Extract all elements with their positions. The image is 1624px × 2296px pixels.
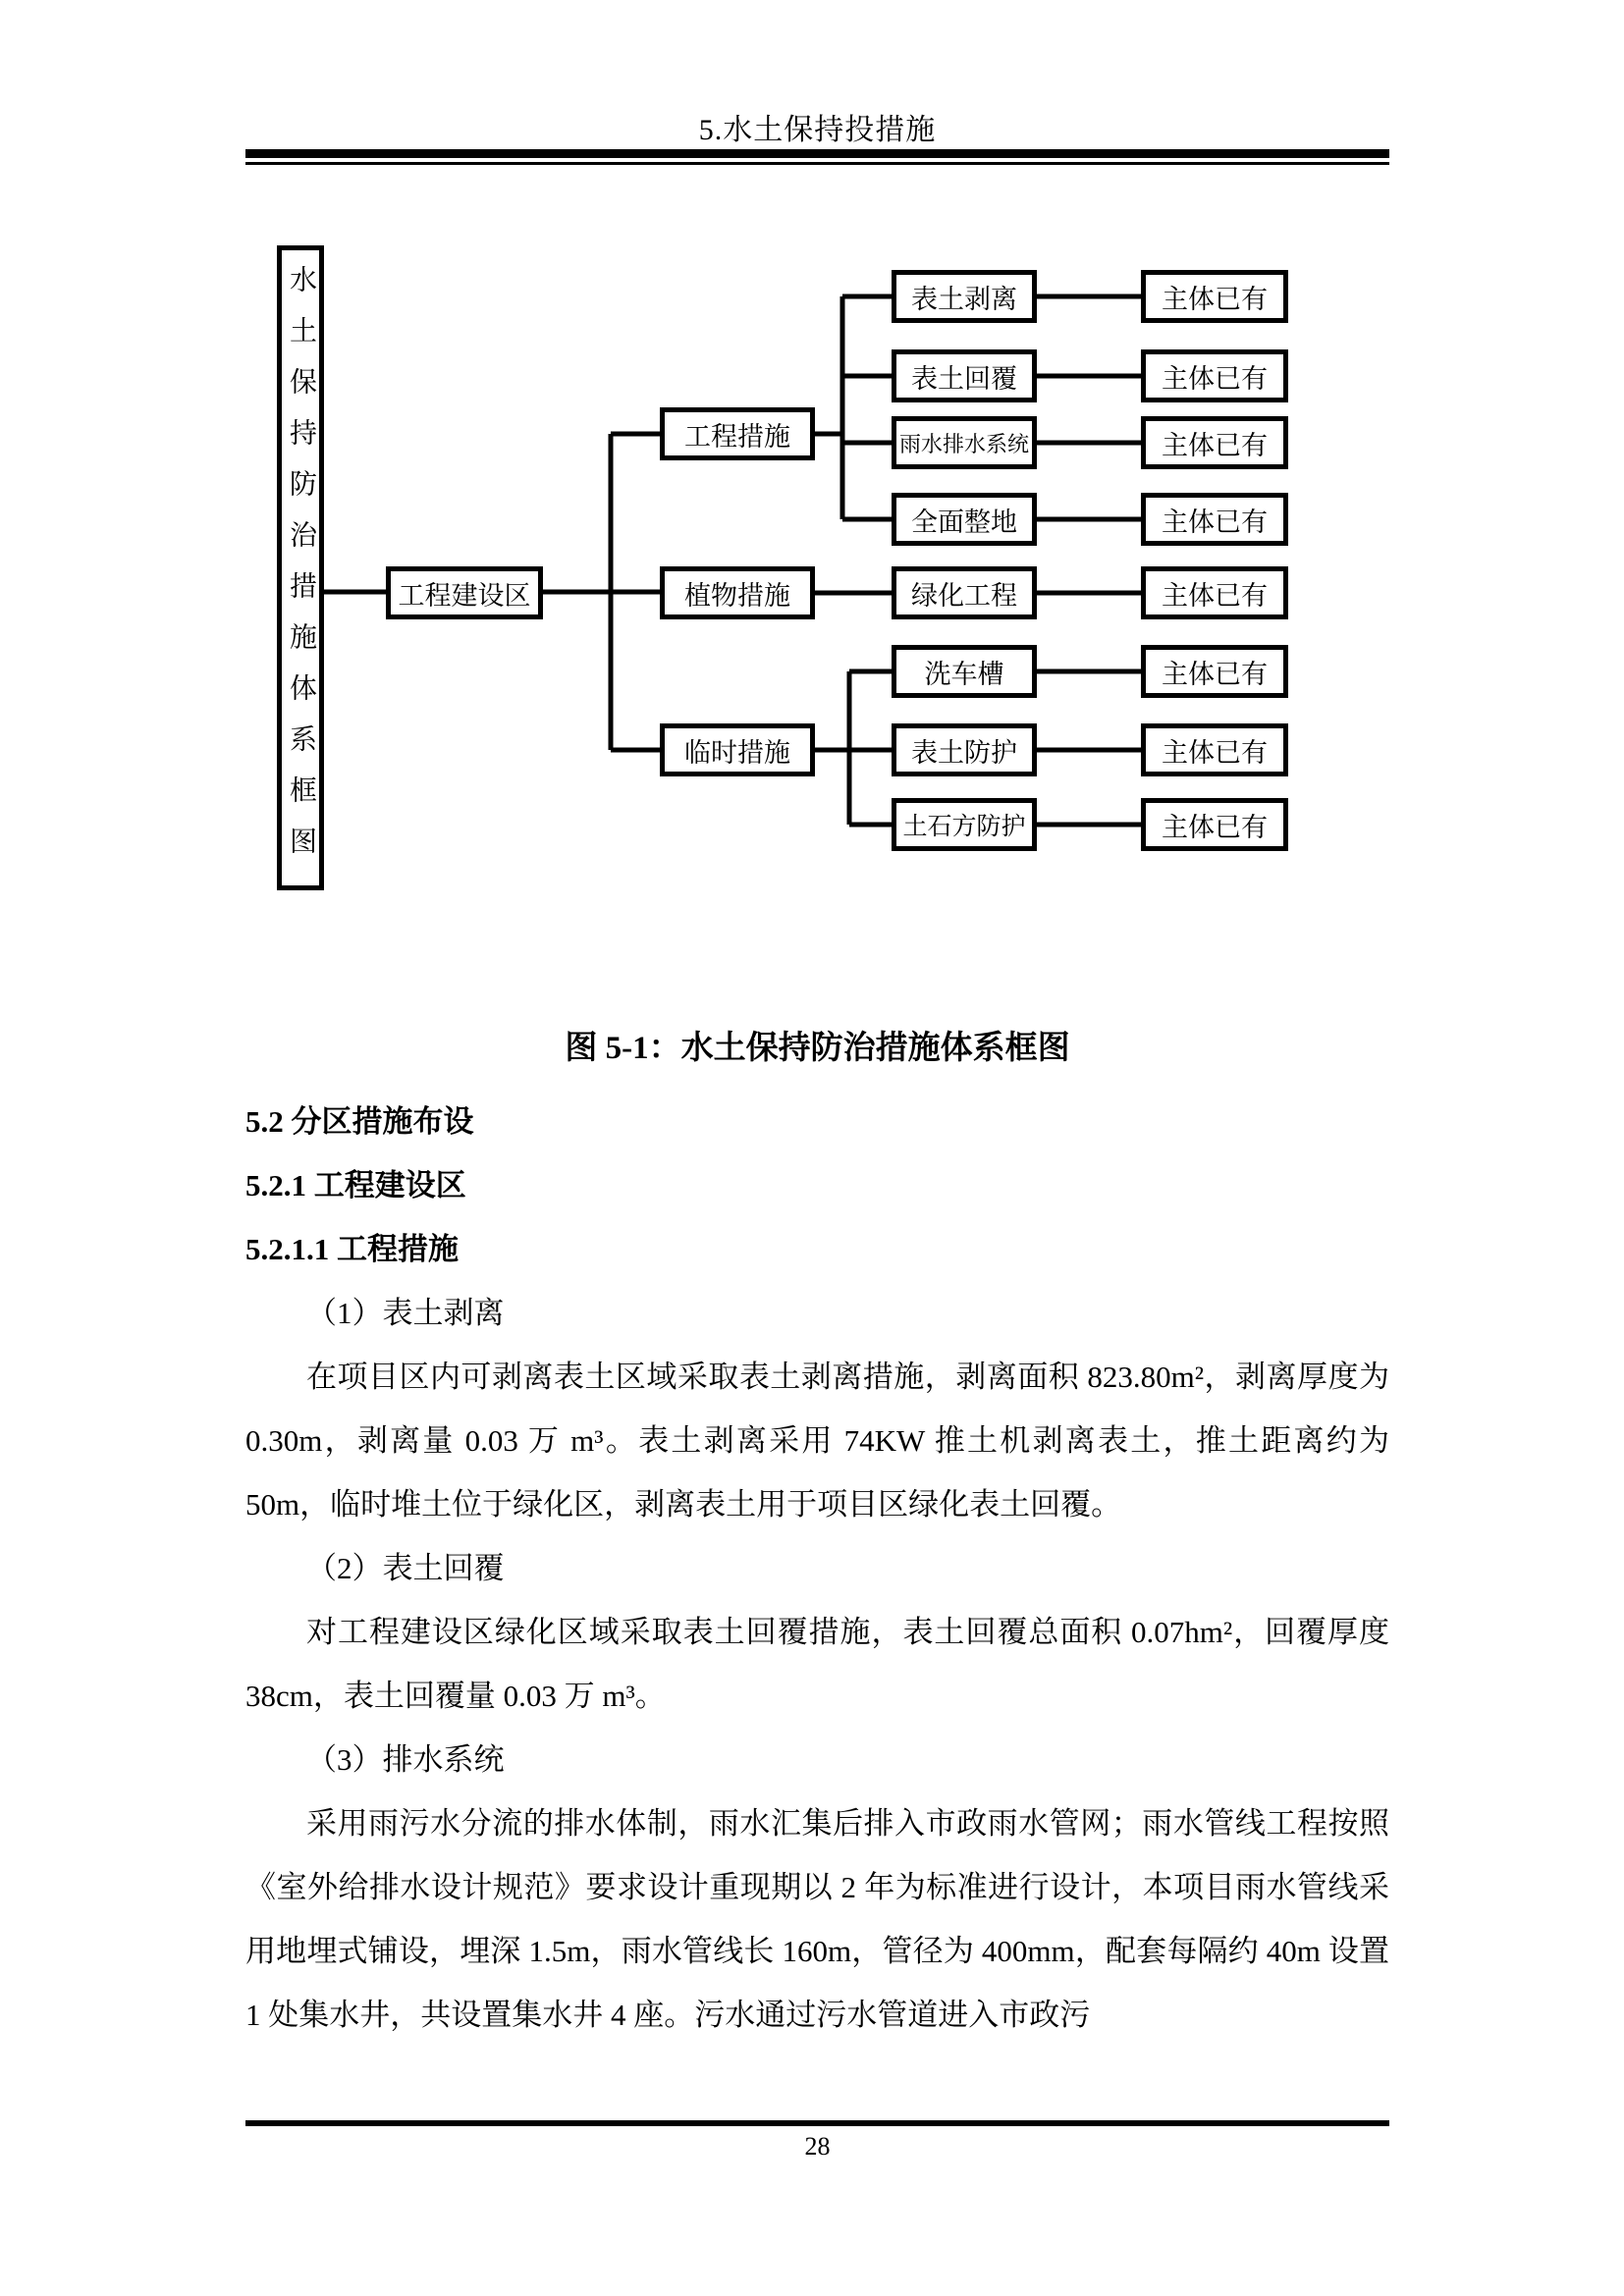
paragraph-item-1: （1）表土剥离 [306,1296,505,1330]
flowchart-status-box: 主体已有 [1141,798,1288,851]
paragraph-item-2: （2）表土回覆 [306,1551,505,1585]
flowchart-measure-box: 表土剥离 [892,270,1037,323]
heading-5-2-1-1: 5.2.1.1 工程措施 [245,1232,459,1266]
flowchart-category-box-temporary: 临时措施 [660,723,815,776]
flowchart-status-box: 主体已有 [1141,723,1288,776]
page-header-title: 5.水土保持投措施 [698,114,937,146]
figure-caption: 图 5-1：水土保持防治措施体系框图 [565,1031,1070,1066]
flowchart-measure-box: 雨水排水系统 [892,416,1037,469]
flowchart-measure-box: 表土防护 [892,723,1037,776]
flowchart-status-box: 主体已有 [1141,493,1288,546]
flowchart-status-box: 主体已有 [1141,566,1288,619]
flowchart-measure-box: 全面整地 [892,493,1037,546]
flowchart-root-box: 水土保持防治措施体系框图 [277,245,324,890]
flowchart-category-box-plant: 植物措施 [660,566,815,619]
flowchart-status-box: 主体已有 [1141,645,1288,698]
heading-5-2-1: 5.2.1 工程建设区 [245,1168,466,1202]
paragraph-item-3: （3）排水系统 [306,1742,505,1777]
page-number: 28 [804,2132,831,2161]
flowchart-category-box-engineering: 工程措施 [660,407,815,460]
flowchart-status-box: 主体已有 [1141,270,1288,323]
flowchart-measure-box: 表土回覆 [892,349,1037,402]
paragraph-topsoil-stripping: 在项目区内可剥离表土区域采取表土剥离措施，剥离面积 823.80m²，剥离厚度为 0.30m，剥离量 0.03 万 m³。表土剥离采用 74KW 推土机剥离表土，推土距离约为 50m，临时堆土位于绿化区，剥离表土用于项目区绿化表土回覆。 [245,1360,1389,1522]
flowchart-measure-box: 土石方防护 [892,798,1037,851]
paragraph-drainage: 采用雨污水分流的排水体制，雨水汇集后排入市政雨水管网；雨水管线工程按照《室外给排水设计规范》要求设计重现期以 2 年为标准进行设计，本项目雨水管线采用地埋式铺设，埋深 1.5m，雨水管线长 160m，管径为 400mm，配套每隔约 40m 设置 1 处集水井，共设置集水井 4 座。污水通过污水管道进入市政污 [245,1806,1389,2032]
flowchart-zone-box: 工程建设区 [386,566,543,619]
paragraph-topsoil-recover: 对工程建设区绿化区域采取表土回覆措施，表土回覆总面积 0.07hm²，回覆厚度 38cm，表土回覆量 0.03 万 m³。 [245,1615,1389,1713]
flowchart-measure-box: 洗车槽 [892,645,1037,698]
flowchart-status-box: 主体已有 [1141,416,1288,469]
flowchart-measure-box: 绿化工程 [892,566,1037,619]
heading-5-2: 5.2 分区措施布设 [245,1104,474,1139]
flowchart-status-box: 主体已有 [1141,349,1288,402]
